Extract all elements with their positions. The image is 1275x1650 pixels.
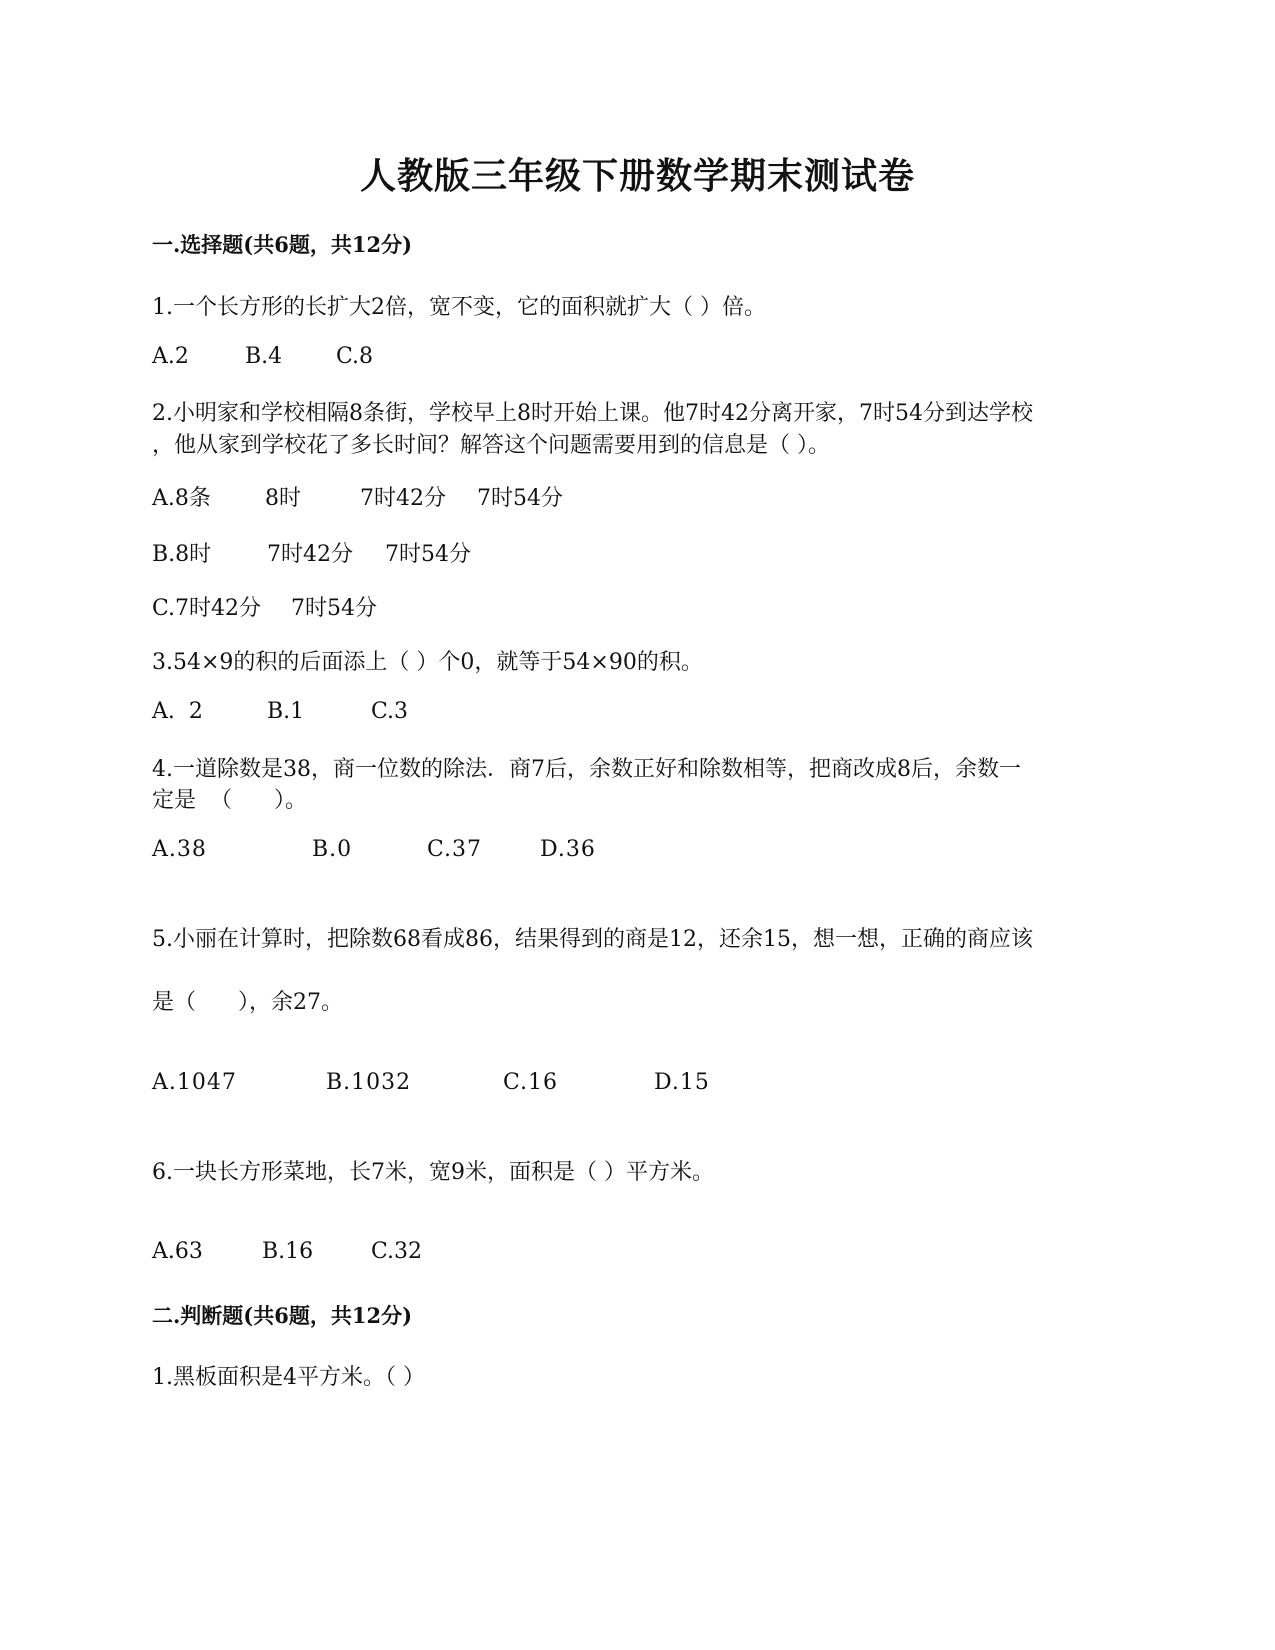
q2-option-a-part4: 7时54分 xyxy=(477,486,563,511)
q4-option-b: B.0 xyxy=(312,837,353,862)
q1-option-c: C.8 xyxy=(336,344,374,369)
question-2-text-line2: ，他从家到学校花了多长时间？解答这个问题需要用到的信息是（ ）。 xyxy=(152,433,830,458)
section-heading-judgement: 二.判断题(共6题，共12分) xyxy=(152,1303,413,1328)
question-3-text: 3.54×9的积的后面添上（ ）个0，就等于54×90的积。 xyxy=(152,650,703,675)
question-4-text-line1: 4.一道除数是38，商一位数的除法．商7后，余数正好和除数相等，把商改成8后，余数一 xyxy=(152,757,1021,782)
q6-option-a: A.63 xyxy=(152,1239,203,1264)
q5-option-c: C.16 xyxy=(503,1070,559,1095)
q4-option-d: D.36 xyxy=(540,837,596,862)
q6-option-c: C.32 xyxy=(371,1239,423,1264)
question-5-text-line1: 5.小丽在计算时，把除数68看成86，结果得到的商是12，还余15，想一想，正确的商应该 xyxy=(152,927,1033,952)
q3-option-b: B.1 xyxy=(267,699,305,724)
question-4-text-line2: 定是 （ ）。 xyxy=(152,788,307,813)
q2-option-a: A.8条 xyxy=(152,486,211,511)
question-1-text: 1.一个长方形的长扩大2倍，宽不变，它的面积就扩大（ ）倍。 xyxy=(152,295,766,320)
page-title: 人教版三年级下册数学期末测试卷 xyxy=(359,155,915,197)
section2-question-1-text: 1.黑板面积是4平方米。（ ） xyxy=(152,1365,425,1390)
question-5-text-line2: 是（ ），余27。 xyxy=(152,990,343,1015)
q3-option-a: A. 2 xyxy=(152,699,203,724)
q5-option-b: B.1032 xyxy=(326,1070,412,1095)
q3-option-c: C.3 xyxy=(371,699,409,724)
q2-option-a-part2: 8时 xyxy=(265,486,301,511)
section-heading-choice: 一.选择题(共6题，共12分) xyxy=(152,232,413,257)
q2-option-c: C.7时42分 xyxy=(152,596,262,621)
q5-option-d: D.15 xyxy=(654,1070,710,1095)
q2-option-b-part3: 7时54分 xyxy=(385,542,471,567)
q1-option-b: B.4 xyxy=(245,344,283,369)
question-2-text-line1: 2.小明家和学校相隔8条街，学校早上8时开始上课。他7时42分离开家，7时54分到达学校 xyxy=(152,401,1033,426)
question-6-text: 6.一块长方形菜地，长7米，宽9米，面积是（ ）平方米。 xyxy=(152,1160,714,1185)
q1-option-a: A.2 xyxy=(152,344,189,369)
q2-option-a-part3: 7时42分 xyxy=(360,486,446,511)
q6-option-b: B.16 xyxy=(262,1239,314,1264)
q2-option-b-part2: 7时42分 xyxy=(267,542,353,567)
q2-option-b: B.8时 xyxy=(152,542,212,567)
q4-option-a: A.38 xyxy=(152,837,207,862)
q4-option-c: C.37 xyxy=(427,837,483,862)
q2-option-c-part2: 7时54分 xyxy=(291,596,377,621)
q5-option-a: A.1047 xyxy=(152,1070,237,1095)
